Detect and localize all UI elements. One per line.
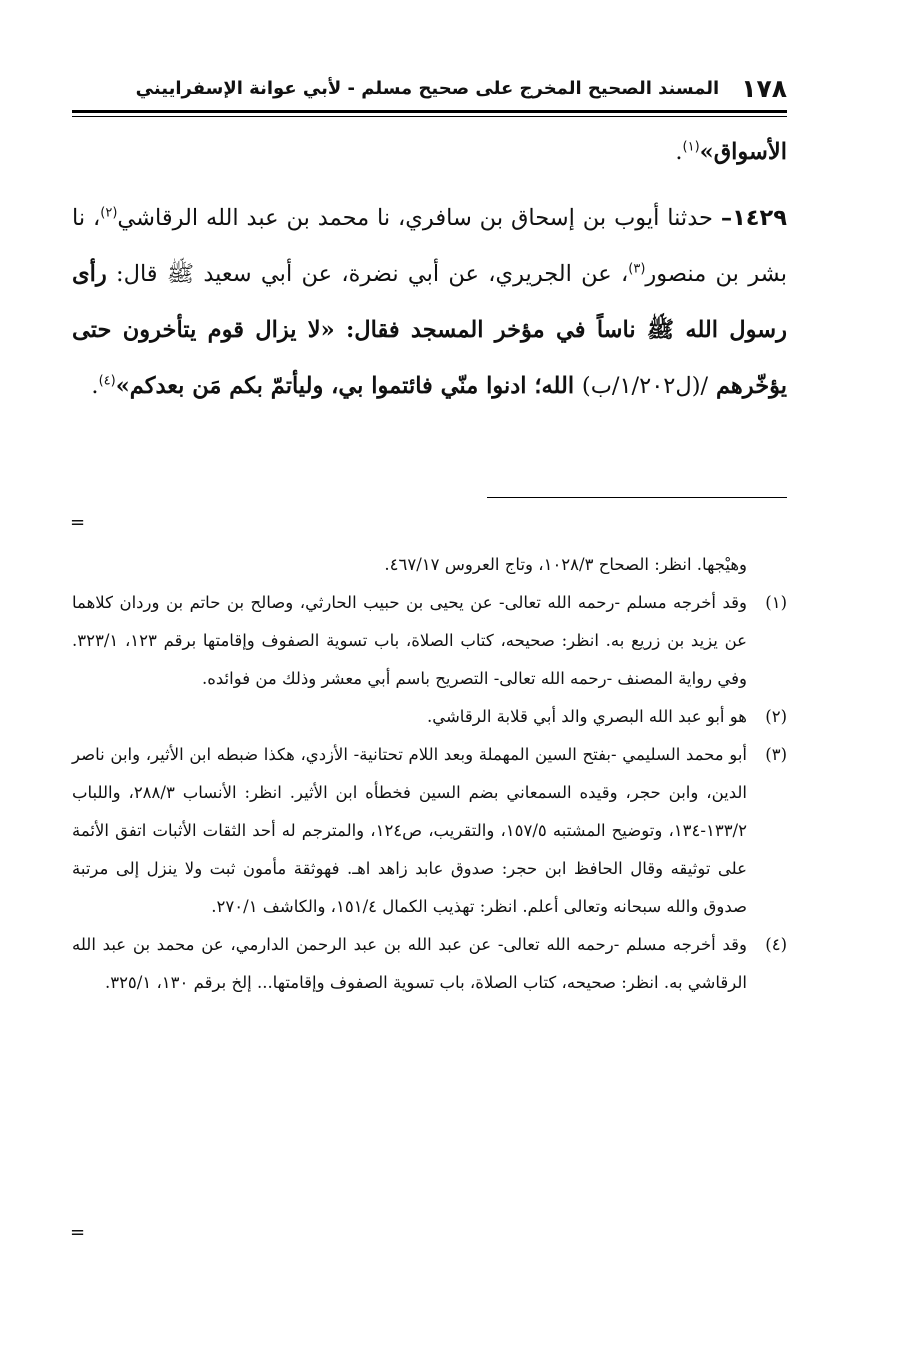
footnote-separator	[487, 497, 787, 498]
footnote-ref-1: (١)	[682, 139, 700, 155]
footnote-number: (٣)	[765, 745, 787, 764]
footnote-number: (٤)	[765, 935, 787, 954]
main-text	[72, 124, 787, 414]
isnad-part-2: ، نا بشر بن منصور	[72, 205, 787, 287]
hadith-tail: .	[91, 373, 99, 399]
footnote-2	[72, 698, 787, 736]
footnote-ref-3: (٣)	[628, 261, 646, 277]
page-header	[72, 70, 787, 104]
hadith-dash: –	[720, 205, 733, 231]
footnote-text: هو أبو عبد الله البصري والد أبي قلابة الرقاشي.	[426, 707, 747, 726]
footnote-ref-2: (٢)	[100, 205, 118, 221]
previous-hadith-ending	[72, 124, 787, 180]
footnote-1	[72, 584, 787, 698]
isnad-part-1: حدثنا أيوب بن إسحاق بن سافري، نا محمد بن عبد الله الرقاشي	[117, 205, 721, 231]
page-number: ١٧٨	[741, 74, 787, 103]
running-title: المسند الصحيح المخرج على صحيح مسلم - لأبي عوانة الإسفراييني	[135, 78, 720, 99]
header-rule-thin	[72, 116, 787, 117]
isnad-part-3: ، عن الجريري، عن أبي نضرة، عن أبي سعيد ﷺ قال:	[106, 261, 629, 287]
matn-part-1: رأى رسول الله ﷺ ناساً في مؤخر المسجد فقال: «لا يزال قوم يتأخرون حتى يؤخّرهم	[72, 261, 787, 399]
hadith-paragraph	[72, 190, 787, 414]
previous-hadith-text: الأسواق»	[699, 139, 787, 165]
footnote-text: أبو محمد السليمي -بفتح السين المهملة وبعد اللام تحتانية- الأزدي، هكذا ضبطه ابن الأثير، وابن ناصر الدين، وابن حجر، وقيده السمعاني بضم السين فخطأه ابن الأثير. انظر: الأنساب ٢٨٨/٣، واللباب ١٣٣/٢-١٣٤، وتوضيح المشتبه ١٥٧/٥، والتقريب، ص١٢٤، والمترجم له أحد الثقات الأثبات اتفق الأئمة على توثيقه وقال الحافظ ابن حجر: صدوق عابد زاهد اهـ. فهوثقة مأمون ثبت ولا ينزل إلى مرتبة صدوق والله سبحانه وتعالى أعلم. انظر: تهذيب الكمال ١٥١/٤، والكاشف ٢٧٠/١.	[72, 745, 747, 916]
footnote-text: وقد أخرجه مسلم -رحمه الله تعالى- عن عبد الله بن عبد الرحمن الدارمي، عن محمد بن عبد الله الرقاشي به. انظر: صحيحه، كتاب الصلاة، باب تسوية الصفوف وإقامتها... إلخ برقم ١٣٠، ٣٢٥/١.	[72, 935, 747, 992]
previous-hadith-tail: .	[675, 139, 683, 165]
footnote-continuation: وهيْجها. انظر: الصحاح ١٠٢٨/٣، وتاج العروس ٤٦٧/١٧.	[384, 555, 747, 574]
footnote-number: (٢)	[765, 707, 787, 726]
footnotes	[72, 546, 787, 1002]
footnote-4	[72, 926, 787, 1002]
footnote-3	[72, 736, 787, 926]
footnote-number: (١)	[765, 593, 787, 612]
header-rule-thick	[72, 110, 787, 113]
continuation-mark-top: =	[70, 512, 86, 533]
continuation-mark-bottom: =	[70, 1222, 86, 1243]
hadith-number: ١٤٢٩	[732, 205, 787, 231]
footnote-text: وقد أخرجه مسلم -رحمه الله تعالى- عن يحيى بن حبيب الحارثي، وصالح بن حاتم بن وردان كلاهما عن يزيد بن زريع به. انظر: صحيحه، كتاب الصلاة، باب تسوية الصفوف وإقامتها برقم ١٢٣، ٣٢٣/١. وفي رواية المصنف -رحمه الله تعالى- التصريح باسم أبي معشر وذلك من فوائده.	[72, 593, 747, 688]
matn-part-2: الله؛ ادنوا منّي فائتموا بي، وليأتمّ بكم مَن بعدكم»	[115, 373, 582, 399]
manuscript-ref: /(ل١/٢٠٢/ب)	[581, 373, 709, 399]
footnote-ref-4: (٤)	[98, 373, 116, 389]
